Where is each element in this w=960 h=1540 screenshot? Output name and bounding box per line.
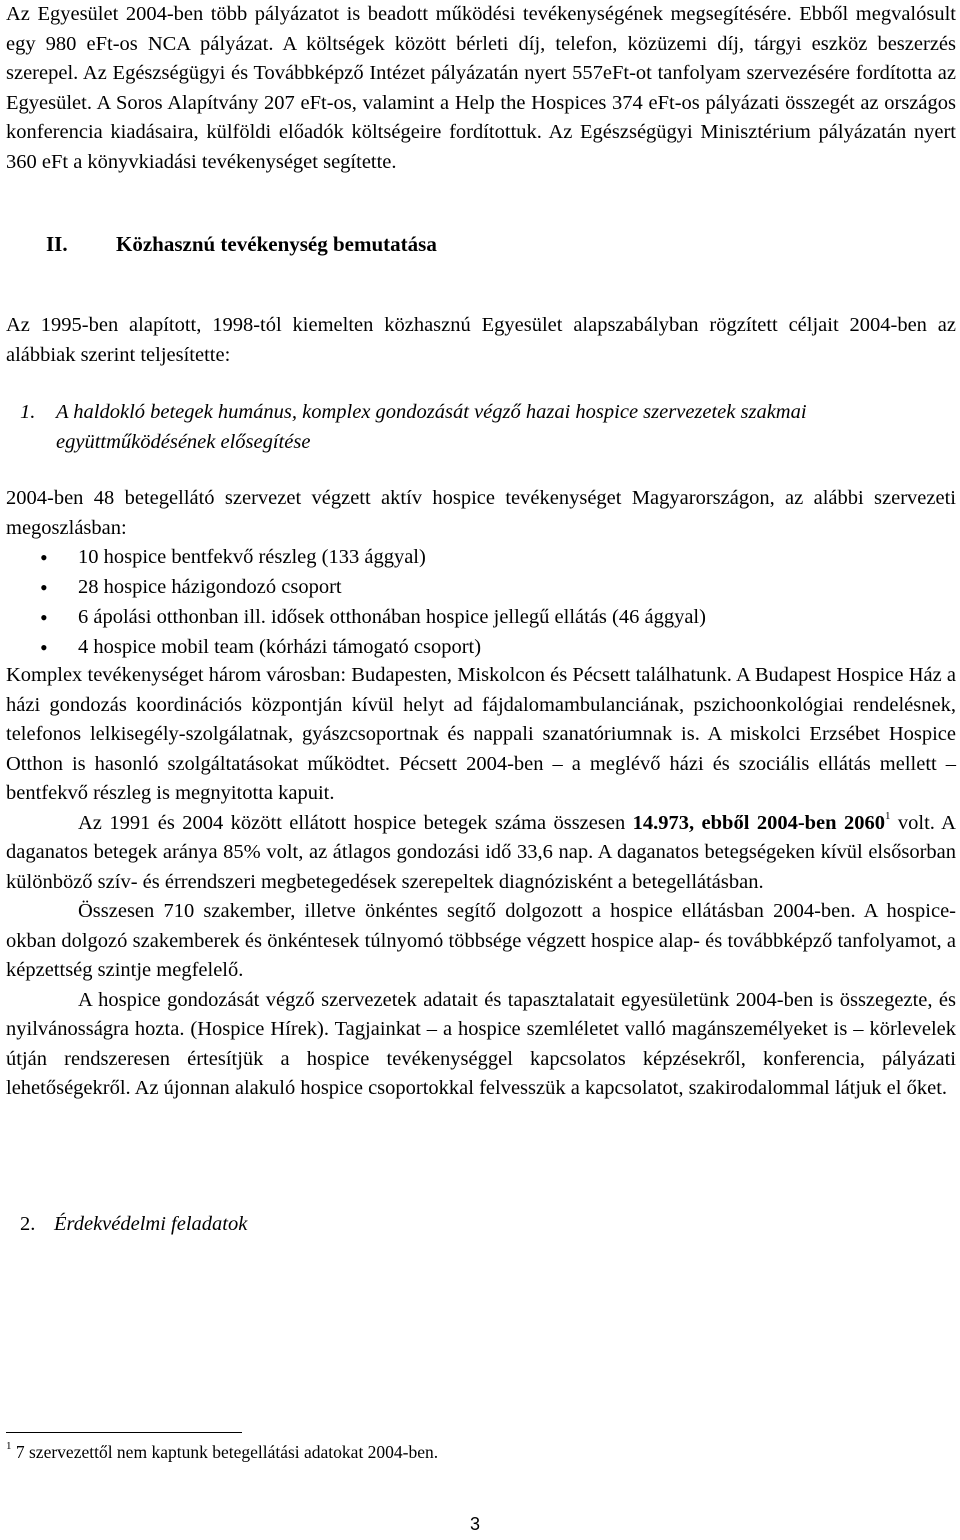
stats-text-before: Az 1991 és 2004 között ellátott hospice betegek száma összesen (78, 811, 633, 834)
subsection-1-number: 1. (20, 401, 36, 423)
intro-paragraph: Az 1995-ben alapított, 1998-tól kiemelten közhasznú Egyesület alapszabályban rögzített céljait 2004-ben az alábbiak szerint teljesítette: (6, 314, 956, 366)
footnote (6, 1441, 438, 1463)
section1-lead-block (6, 484, 956, 543)
top-paragraph: Az Egyesület 2004-ben több pályázatot is beadott működési tevékenységének megsegítésére. Ebből megvalósult egy 980 eFt-os NCA pályázat. A költségek között bérleti díj, telefon, közüzemi díj, tárgyi eszköz beszerzés szerepel. Az Egészségügyi és Továbbképző Intézet pályázatán nyert 557eFt-ot tanfolyam szervezésére fordította az Egyesület. A Soros Alapítvány 207 eFt-os, valamint a Help the Hospices 374 eFt-os pályázati összegét az országos konferencia kiadásaira, külföldi előadók költségeire fordítottuk. Az Egészségügyi Minisztérium pályázatán nyert 360 eFt a könyvkiadási tevékenységet segítette. (6, 3, 956, 173)
list-item: • 10 hospice bentfekvő részleg (133 ággyal) (6, 543, 706, 573)
subsection-2-number: 2. (20, 1213, 36, 1235)
intro-block (6, 311, 956, 370)
staff-paragraph: Összesen 710 szakember, illetve önkéntes segítő dolgozott a hospice ellátásban 2004-ben. A hospice-okban dolgozó szakemberek és önkéntesek túlnyomó többsége végzett hospice alap- és továbbképző tanfolyamot, a képzettség szintje megfelelő. (6, 900, 956, 981)
section-heading (46, 230, 437, 260)
section1-lead: 2004-ben 48 betegellátó szervezet végzett aktív hospice tevékenységet Magyarországon, az alábbi szervezeti megoszlásban: (6, 487, 956, 539)
list-item: • 6 ápolási otthonban ill. idősek otthonában hospice jellegű ellátás (46 ággyal) (6, 603, 706, 633)
subsection-1-heading (20, 398, 956, 457)
body-text (6, 661, 956, 1104)
page-number: 3 (470, 1514, 481, 1534)
list-item: • 4 hospice mobil team (kórházi támogató csoport) (6, 633, 706, 663)
organizations-paragraph: A hospice gondozását végző szervezetek adatait és tapasztalatait egyesületünk 2004-ben is összegezte, és nyilvánosságra hozta. (Hospice Hírek). Tagjainkat – a hospice szemléletet valló magánszemélyeket is – körlevelek útján rendszeresen értesítjük a hospice tevékenységgel kapcsolatos képzésekről, konferencia, pályázati lehetőségekről. Az újonnan alakuló hospice csoportokkal felvesszük a kapcsolatot, szakirodalommal látjuk el őket. (6, 988, 956, 1099)
footnote-mark: 1 (6, 1440, 12, 1453)
organization-list (6, 543, 706, 663)
list-item: • 28 hospice házigondozó csoport (6, 573, 706, 603)
document-page (6, 0, 956, 177)
subsection-1-title: A haldokló betegek humánus, komplex gondozását végző hazai hospice szervezetek szakmai együttműködésének elősegítése (56, 401, 807, 453)
stats-text-after: volt. A daganatos betegek aránya 85% volt, az átlagos gondozási idő 33,6 nap. A daganatos betegségeken kívül elsősorban különböző szív- és érrendszeri megbetegedések szerepeltek diagnózisként a betegellátásban. (6, 811, 956, 893)
statistics-paragraph (6, 809, 956, 898)
subsection-2-title: Érdekvédelmi feladatok (54, 1213, 248, 1235)
footnote-text: 7 szervezettől nem kaptunk betegellátási adatokat 2004-ben. (11, 1442, 439, 1462)
complex-activity-paragraph: Komplex tevékenységet három városban: Budapesten, Miskolcon és Pécsett találhatunk. A Budapest Hospice Ház a házi gondozás koordinációs központján kívül helyt ad fájdalomambulanciának, pszichoonkológiai rendelésnek, telefonos lelkisegély-szolgálatnak, gyászcsoportnak és nappali szanatóriumnak is. A miskolci Erzsébet Hospice Otthon is hasonló szolgáltatásokat működtet. Pécsett 2004-ben – a meglévő házi és szociális ellátás mellett – bentfekvő részleg is megnyitotta kapuit. (6, 664, 956, 804)
subsection-2-heading (20, 1210, 247, 1240)
heading-number: II. (46, 232, 68, 256)
stats-bold: 14.973, ebből 2004-ben 2060 (632, 811, 885, 834)
heading-title: Közhasznú tevékenység bemutatása (116, 232, 437, 256)
footnote-reference[interactable]: 1 (884, 809, 891, 822)
footnote-separator (6, 1432, 242, 1433)
